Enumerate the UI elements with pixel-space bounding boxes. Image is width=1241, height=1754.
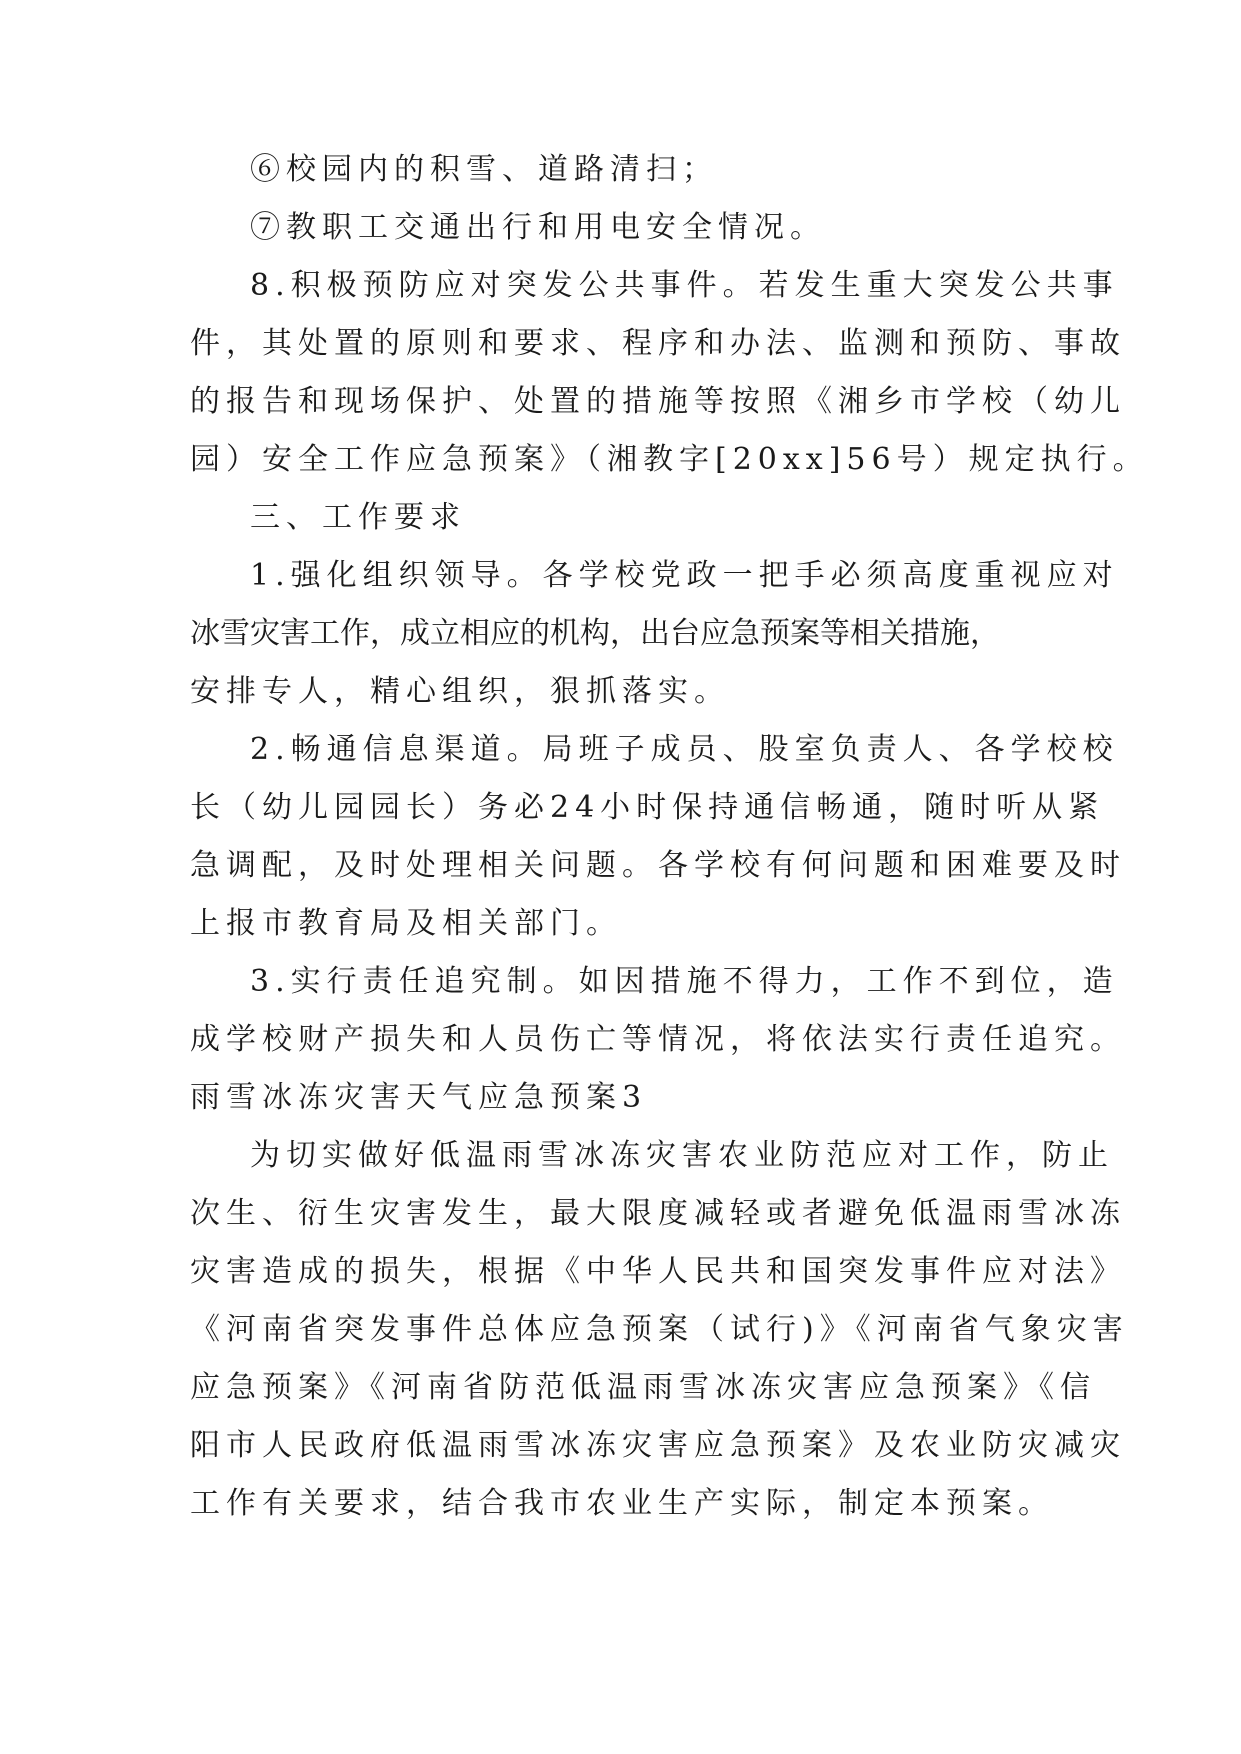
text-line: 长（幼儿园园长）务必24小时保持通信畅通，随时听从紧 xyxy=(190,790,1105,825)
text-line: 工作有关要求，结合我市农业生产实际，制定本预案。 xyxy=(190,1486,1054,1521)
text-line: ⑥校园内的积雪、道路清扫； xyxy=(250,152,718,187)
text-line: 次生、衍生灾害发生，最大限度减轻或者避免低温雨雪冰冻 xyxy=(190,1196,1126,1231)
document-title: 雨雪冰冻灾害天气应急预案3 xyxy=(190,1080,648,1115)
text-line: 阳市人民政府低温雨雪冰冻灾害应急预案》及农业防灾减灾 xyxy=(190,1428,1126,1463)
text-line: 安排专人，精心组织，狠抓落实。 xyxy=(190,674,730,709)
text-line: ⑦教职工交通出行和用电安全情况。 xyxy=(250,210,826,245)
text-line: 件，其处置的原则和要求、程序和办法、监测和预防、事故 xyxy=(190,326,1126,361)
text-line: 1.强化组织领导。各学校党政一把手必须高度重视应对 xyxy=(250,558,1119,593)
text-line: 成学校财产损失和人员伤亡等情况，将依法实行责任追究。 xyxy=(190,1022,1126,1057)
text-line: 上报市教育局及相关部门。 xyxy=(190,906,622,941)
text-line: 《河南省突发事件总体应急预案（试行)》《河南省气象灾害 xyxy=(190,1312,1129,1347)
text-line: 的报告和现场保护、处置的措施等按照《湘乡市学校（幼儿 xyxy=(190,384,1126,419)
text-line: 冰雪灾害工作，成立相应的机构，出台应急预案等相关措施， xyxy=(190,616,1000,651)
text-line: 园）安全工作应急预案》（湘教字[20xx]56号）规定执行。 xyxy=(190,442,1149,477)
text-line: 3.实行责任追究制。如因措施不得力，工作不到位，造 xyxy=(250,964,1119,999)
text-line: 为切实做好低温雨雪冰冻灾害农业防范应对工作，防止 xyxy=(250,1138,1114,1173)
text-line: 2.畅通信息渠道。局班子成员、股室负责人、各学校校 xyxy=(250,732,1119,767)
text-line: 急调配，及时处理相关问题。各学校有何问题和困难要及时 xyxy=(190,848,1126,883)
section-heading: 三、工作要求 xyxy=(250,500,466,535)
text-line: 8.积极预防应对突发公共事件。若发生重大突发公共事 xyxy=(250,268,1119,303)
text-line: 灾害造成的损失，根据《中华人民共和国突发事件应对法》 xyxy=(190,1254,1126,1289)
text-line: 应急预案》《河南省防范低温雨雪冰冻灾害应急预案》《信 xyxy=(190,1370,1096,1405)
